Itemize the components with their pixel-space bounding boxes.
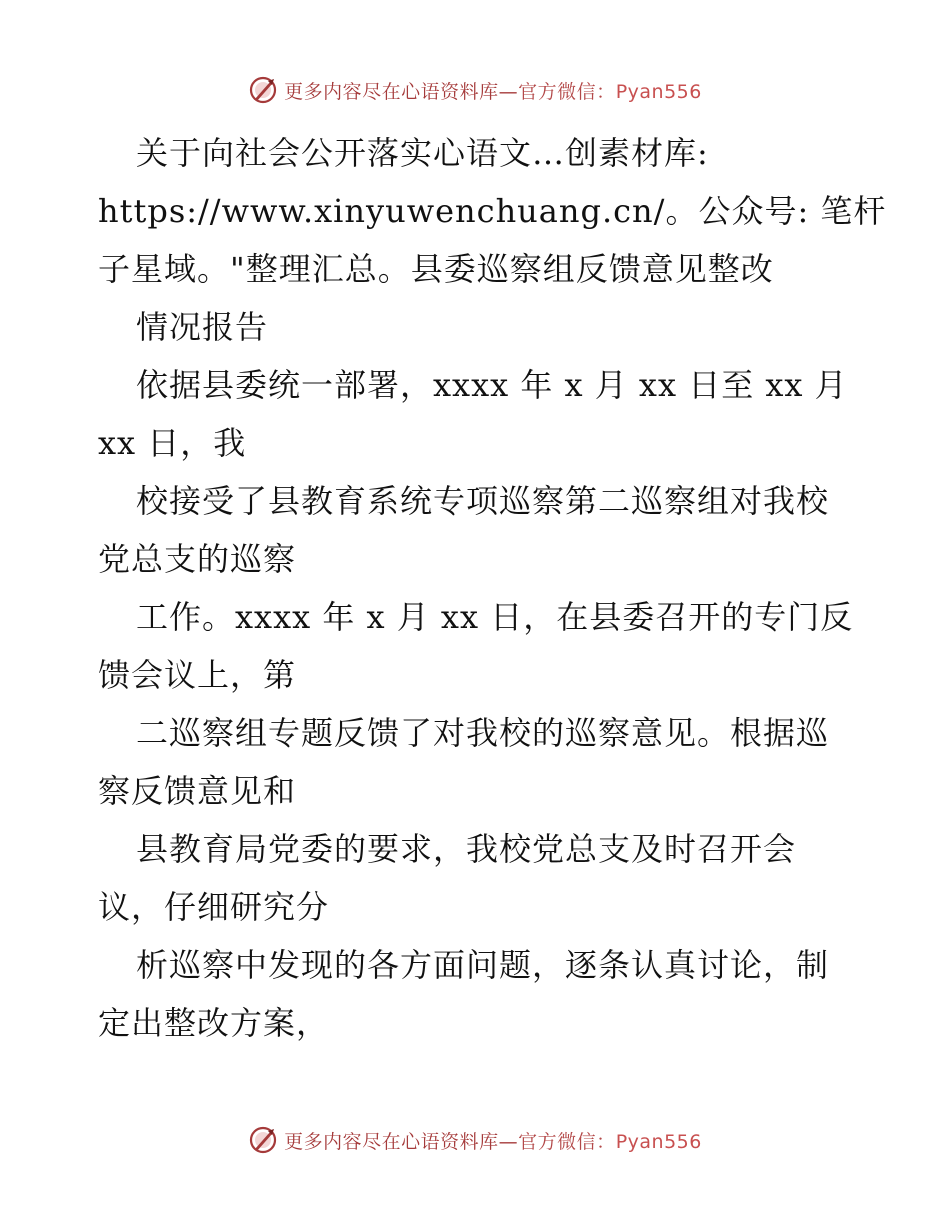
banner-official-label: 官方微信： [518,1130,616,1153]
doc-line: xx 日，我 [98,424,247,462]
banner-dash: — [498,1130,519,1153]
banner-main-text: 更多内容尽在心语资料库 [284,1130,499,1153]
doc-line: 依据县委统一部署，xxxx 年 x 月 xx 日至 xx 月 [136,366,848,404]
footer-watermark-banner [0,1120,950,1160]
banner-dash: — [498,80,519,103]
doc-line: 二巡察组专题反馈了对我校的巡察意见。根据巡 [136,714,830,752]
doc-line: 工作。xxxx 年 x 月 xx 日，在县委召开的专门反 [136,598,854,636]
doc-line: 校接受了县教育系统专项巡察第二巡察组对我校 [136,482,830,520]
doc-line: 县教育局党委的要求，我校党总支及时召开会 [136,830,797,868]
doc-line: 关于向社会公开落实心语文…创素材库: [136,134,709,172]
banner-main-text: 更多内容尽在心语资料库 [284,80,499,103]
quill-pen-logo-icon [248,75,278,105]
quill-pen-logo-icon [248,1125,278,1155]
header-watermark-banner [0,70,950,110]
doc-line: https://www.xinyuwenchuang.cn/。公众号: 笔杆 [98,192,887,230]
banner-wechat-id: Pyan556 [615,80,702,103]
document-body [98,124,887,1052]
doc-line: 情况报告 [136,308,269,346]
banner-wechat-id: Pyan556 [615,1130,702,1153]
doc-line: 子星域。"整理汇总。县委巡察组反馈意见整改 [98,250,774,288]
banner-official-label: 官方微信： [518,80,616,103]
doc-line: 析巡察中发现的各方面问题，逐条认真讨论，制 [136,946,830,984]
doc-line: 党总支的巡察 [98,540,297,578]
doc-line: 馈会议上，第 [98,656,297,694]
doc-line: 察反馈意见和 [98,772,297,810]
doc-line: 议，仔细研究分 [98,888,330,926]
doc-line: 定出整改方案， [98,1004,330,1042]
